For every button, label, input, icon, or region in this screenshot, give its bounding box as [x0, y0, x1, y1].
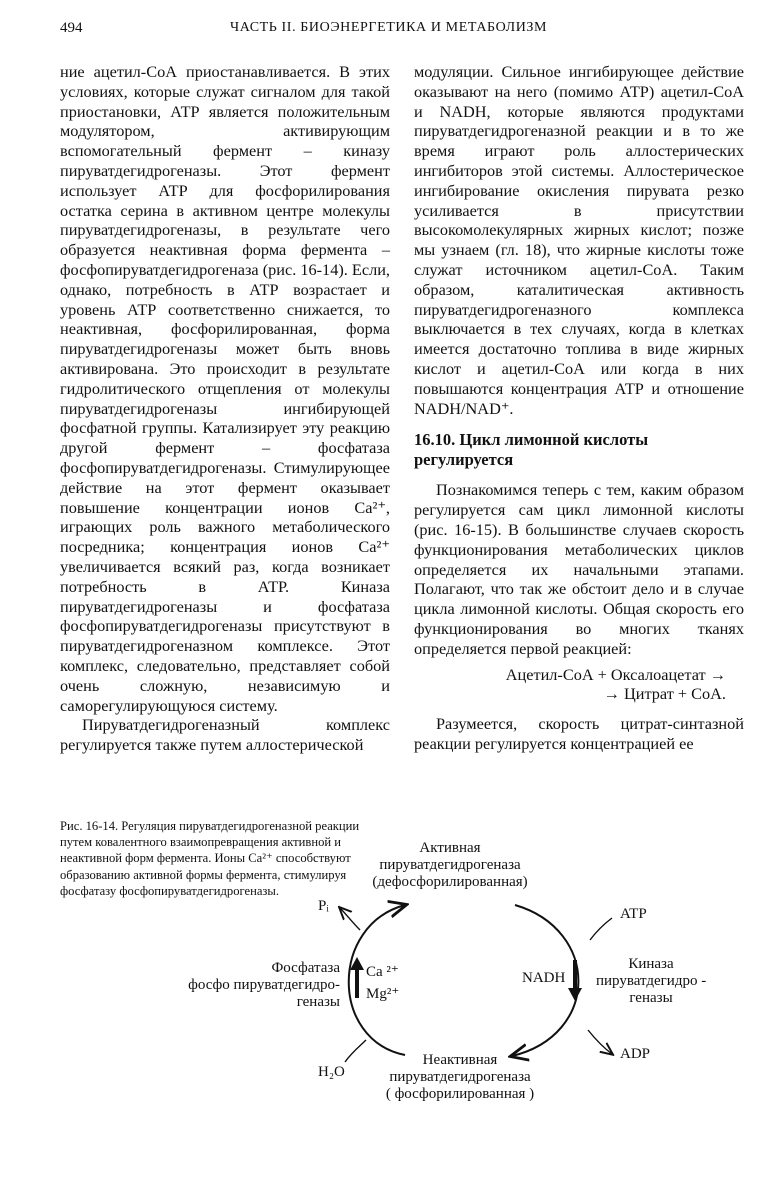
reaction-equation	[414, 665, 744, 705]
left-paragraph-1: ние ацетил-СоА приостанавливается. В этих условиях, которые служат сигналом для такой приостановки, АТР является положительным модулятором, активирующим вспомогательный фермент – киназу пируватдегидрогеназы. Этот фермент использует АТР для фосфорилирования остатка серина в активном центре молекулы пируватдегидрогеназы, в результате чего образуется неактивная форма фермента – фосфопируватдегидрогеназа (рис. 16-14). Если, однако, потребность в АТР возрастает и уровень АТР соответственно снижается, то неактивная, фосфорилированная, форма пируватдегидрогеназы может быть вновь активирована. Это происходит в результате гидролитического отщепления от молекулы пируватдегидрогеназы ингибирующей фосфатной группы. Катализирует эту реакцию другой фермент – фосфатаза фосфопируватдегидрогеназы. Стимулирующее действие на этот фермент оказывает повышение концентрации ионов Са²⁺, играющих роль важного метаболического посредника; концентрация ионов Са²⁺ увеличивается всякий раз, когда возникает потребность в АТР. Киназа пируватдегидрогеназы и фосфатаза фосфопируватдегидрогеназы присутствуют в пируватдегидрогеназном комплексе. Этот комплекс, следовательно, представляет собой очень сложную, независимую и саморегулирующуюся систему.	[60, 62, 390, 715]
adp-arrow	[588, 1030, 612, 1054]
section-title: 16.10. Цикл лимонной кислоты регулируется	[414, 430, 649, 470]
figure-16-14	[0, 800, 776, 1200]
right-paragraph-2: Познакомимся теперь с тем, каким образом регулируется сам цикл лимонной кислоты (рис. 16-15). В большинстве случаев скорость функционирования метаболических циклов определяется их начальными этапами. Полагают, что так же обстоит дело и в случае цикла лимонной кислоты. Общая скорость его функционирования во многих тканях определяется первой реакцией:	[414, 480, 744, 658]
equation-line-2: → Цитрат + СоА.	[603, 684, 726, 704]
figure-caption: Рис. 16-14. Регуляция пируватдегидрогеназной реакции путем ковалентного взаимопревращения активной и неактивной форм фермента. Ионы Са²⁺ способствуют образованию активной формы фермента, стимулируя фосфатазу фосфопируватдегидрогеназы.	[60, 819, 360, 898]
h2o-label: H₂O	[318, 1064, 345, 1080]
atp-label: ATP	[620, 906, 647, 922]
atp-arrow	[590, 918, 612, 940]
pi-label: Pᵢ	[318, 898, 329, 914]
adp-label: ADP	[620, 1046, 651, 1062]
page-number: 494	[60, 20, 83, 36]
active-form-label: Активная пируватдегидрогеназа (дефосфорилированная)	[372, 840, 528, 890]
equation-line-1: Ацетил-СоА + Оксалоацетат →	[505, 664, 726, 684]
kinase-label: Киназа пируватдегидро - геназы	[596, 956, 707, 1006]
running-head: ЧАСТЬ II. БИОЭНЕРГЕТИКА И МЕТАБОЛИЗМ	[230, 20, 548, 35]
phosphatase-label: Фосфатаза фосфо пируватдегидро- геназы	[188, 960, 340, 1010]
right-paragraph-3: Разумеется, скорость цитрат-синтазной реакции регулируется концентрацией ее	[414, 714, 744, 753]
left-paragraph-2: Пируватдегидрогеназный комплекс регулируется также путем аллостерической	[60, 715, 390, 755]
right-column	[414, 62, 744, 754]
mg-ion-label: Mg²⁺	[366, 986, 400, 1002]
nadh-label: NADH	[522, 970, 566, 986]
page-header	[60, 20, 750, 44]
left-column	[60, 62, 390, 755]
ca-ion-label: Са ²⁺	[366, 964, 399, 980]
inactive-form-label: Неактивная пируватдегидрогеназа ( фосфорилированная )	[385, 1052, 535, 1102]
pi-arrow	[340, 908, 360, 930]
right-paragraph-1: модуляции. Сильное ингибирующее действие оказывают на него (помимо АТР) ацетил-СоА и NADH, которые являются продуктами пируватдегидрогеназной реакции и в то же время играют роль аллостерических ингибиторов этой системы. Аллостерическое ингибирование окисления пирувата резко усиливается в присутствии высокомолекулярных жирных кислот; позже мы узнаем (гл. 18), что жирные кислоты тоже служат источником ацетил-СоА. Таким образом, каталитическая активность пируватдегидрогеназного комплекса выключается в тех случаях, когда в клетках имеется достаточно топлива в виде жирных кислот и ацетил-СоА или когда в них повышаются концентрация АТР и отношение NADH/NAD⁺.	[414, 62, 744, 418]
